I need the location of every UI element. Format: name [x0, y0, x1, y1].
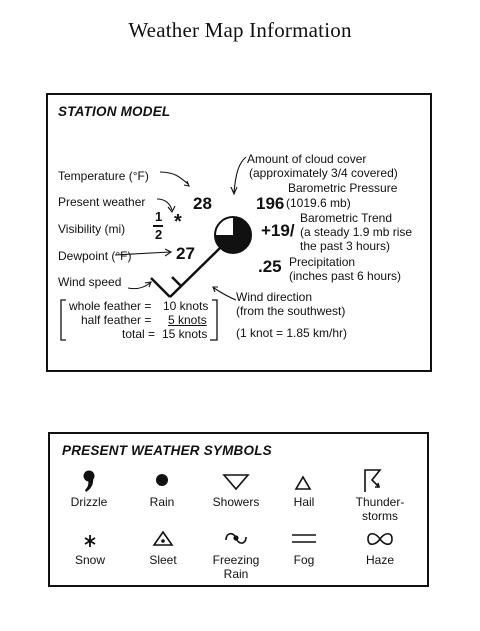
visibility-numerator: 1	[155, 209, 163, 224]
page-title: Weather Map Information	[128, 18, 352, 42]
trend-note-1: (a steady 1.9 mb rise	[300, 225, 413, 239]
visibility-denominator: 2	[155, 227, 163, 242]
thunderstorm-icon	[365, 470, 380, 492]
symbol-label-freezing-rain-2: Rain	[223, 567, 249, 581]
present-weather-heading: PRESENT WEATHER SYMBOLS	[62, 443, 272, 458]
cloud-cover-label: Amount of cloud cover	[247, 152, 367, 166]
hail-triangle-icon	[296, 477, 310, 489]
knot-conversion-note: (1 knot = 1.85 km/hr)	[236, 326, 348, 340]
precipitation-value: .25	[258, 257, 282, 276]
visibility-label: Visibility (mi)	[58, 222, 126, 236]
showers-triangle-icon	[224, 475, 248, 489]
total-label: total =	[122, 327, 156, 341]
temperature-label: Temperature (°F)	[58, 169, 149, 183]
cloud-cover-note: (approximately 3/4 covered)	[249, 166, 398, 180]
station-model-heading: STATION MODEL	[58, 104, 171, 119]
symbol-label-drizzle: Drizzle	[70, 495, 108, 509]
pressure-label: Barometric Pressure	[288, 181, 398, 195]
wind-direction-note: (from the southwest)	[236, 304, 346, 318]
trend-value: +19/	[261, 221, 295, 240]
snow-asterisk-icon	[85, 535, 95, 547]
wind-direction-label: Wind direction	[236, 290, 313, 304]
dewpoint-label: Dewpoint (°F)	[58, 249, 132, 263]
dewpoint-value: 27	[176, 244, 195, 263]
symbol-label-rain: Rain	[149, 495, 175, 509]
total-value: 15 knots	[162, 327, 208, 341]
freezing-rain-icon	[226, 534, 246, 543]
temperature-value: 28	[193, 194, 212, 213]
half-feather-value: 5 knots	[168, 313, 207, 327]
symbol-label-showers: Showers	[212, 495, 260, 509]
present-weather-label: Present weather	[58, 195, 146, 209]
precipitation-label: Precipitation	[289, 255, 356, 269]
symbol-label-sleet: Sleet	[149, 553, 177, 567]
symbol-label-freezing-rain-1: Freezing	[212, 553, 260, 567]
symbol-label-haze: Haze	[365, 553, 394, 567]
symbol-label-thunderstorms-1: Thunder-	[355, 495, 405, 509]
symbol-label-thunderstorms-2: storms	[362, 509, 398, 523]
haze-infinity-icon	[368, 534, 392, 545]
drizzle-comma-icon	[84, 471, 95, 493]
symbol-label-fog: Fog	[293, 553, 315, 567]
symbol-label-snow: Snow	[74, 553, 106, 567]
symbol-label-hail: Hail	[293, 495, 315, 509]
pressure-note: (1019.6 mb)	[286, 196, 351, 210]
sleet-triangle-icon	[154, 532, 172, 545]
pressure-value: 196	[256, 194, 285, 213]
present-weather-snow-symbol: *	[174, 211, 182, 233]
fog-lines-icon	[292, 535, 316, 542]
rain-dot-icon	[156, 474, 168, 486]
precipitation-note: (inches past 6 hours)	[289, 269, 402, 283]
half-feather-label: half feather =	[81, 313, 152, 327]
trend-note-2: the past 3 hours)	[300, 239, 391, 253]
whole-feather-value: 10 knots	[163, 299, 209, 313]
trend-label: Barometric Trend	[300, 211, 393, 225]
whole-feather-label: whole feather =	[69, 299, 152, 313]
wind-speed-label: Wind speed	[58, 275, 122, 289]
